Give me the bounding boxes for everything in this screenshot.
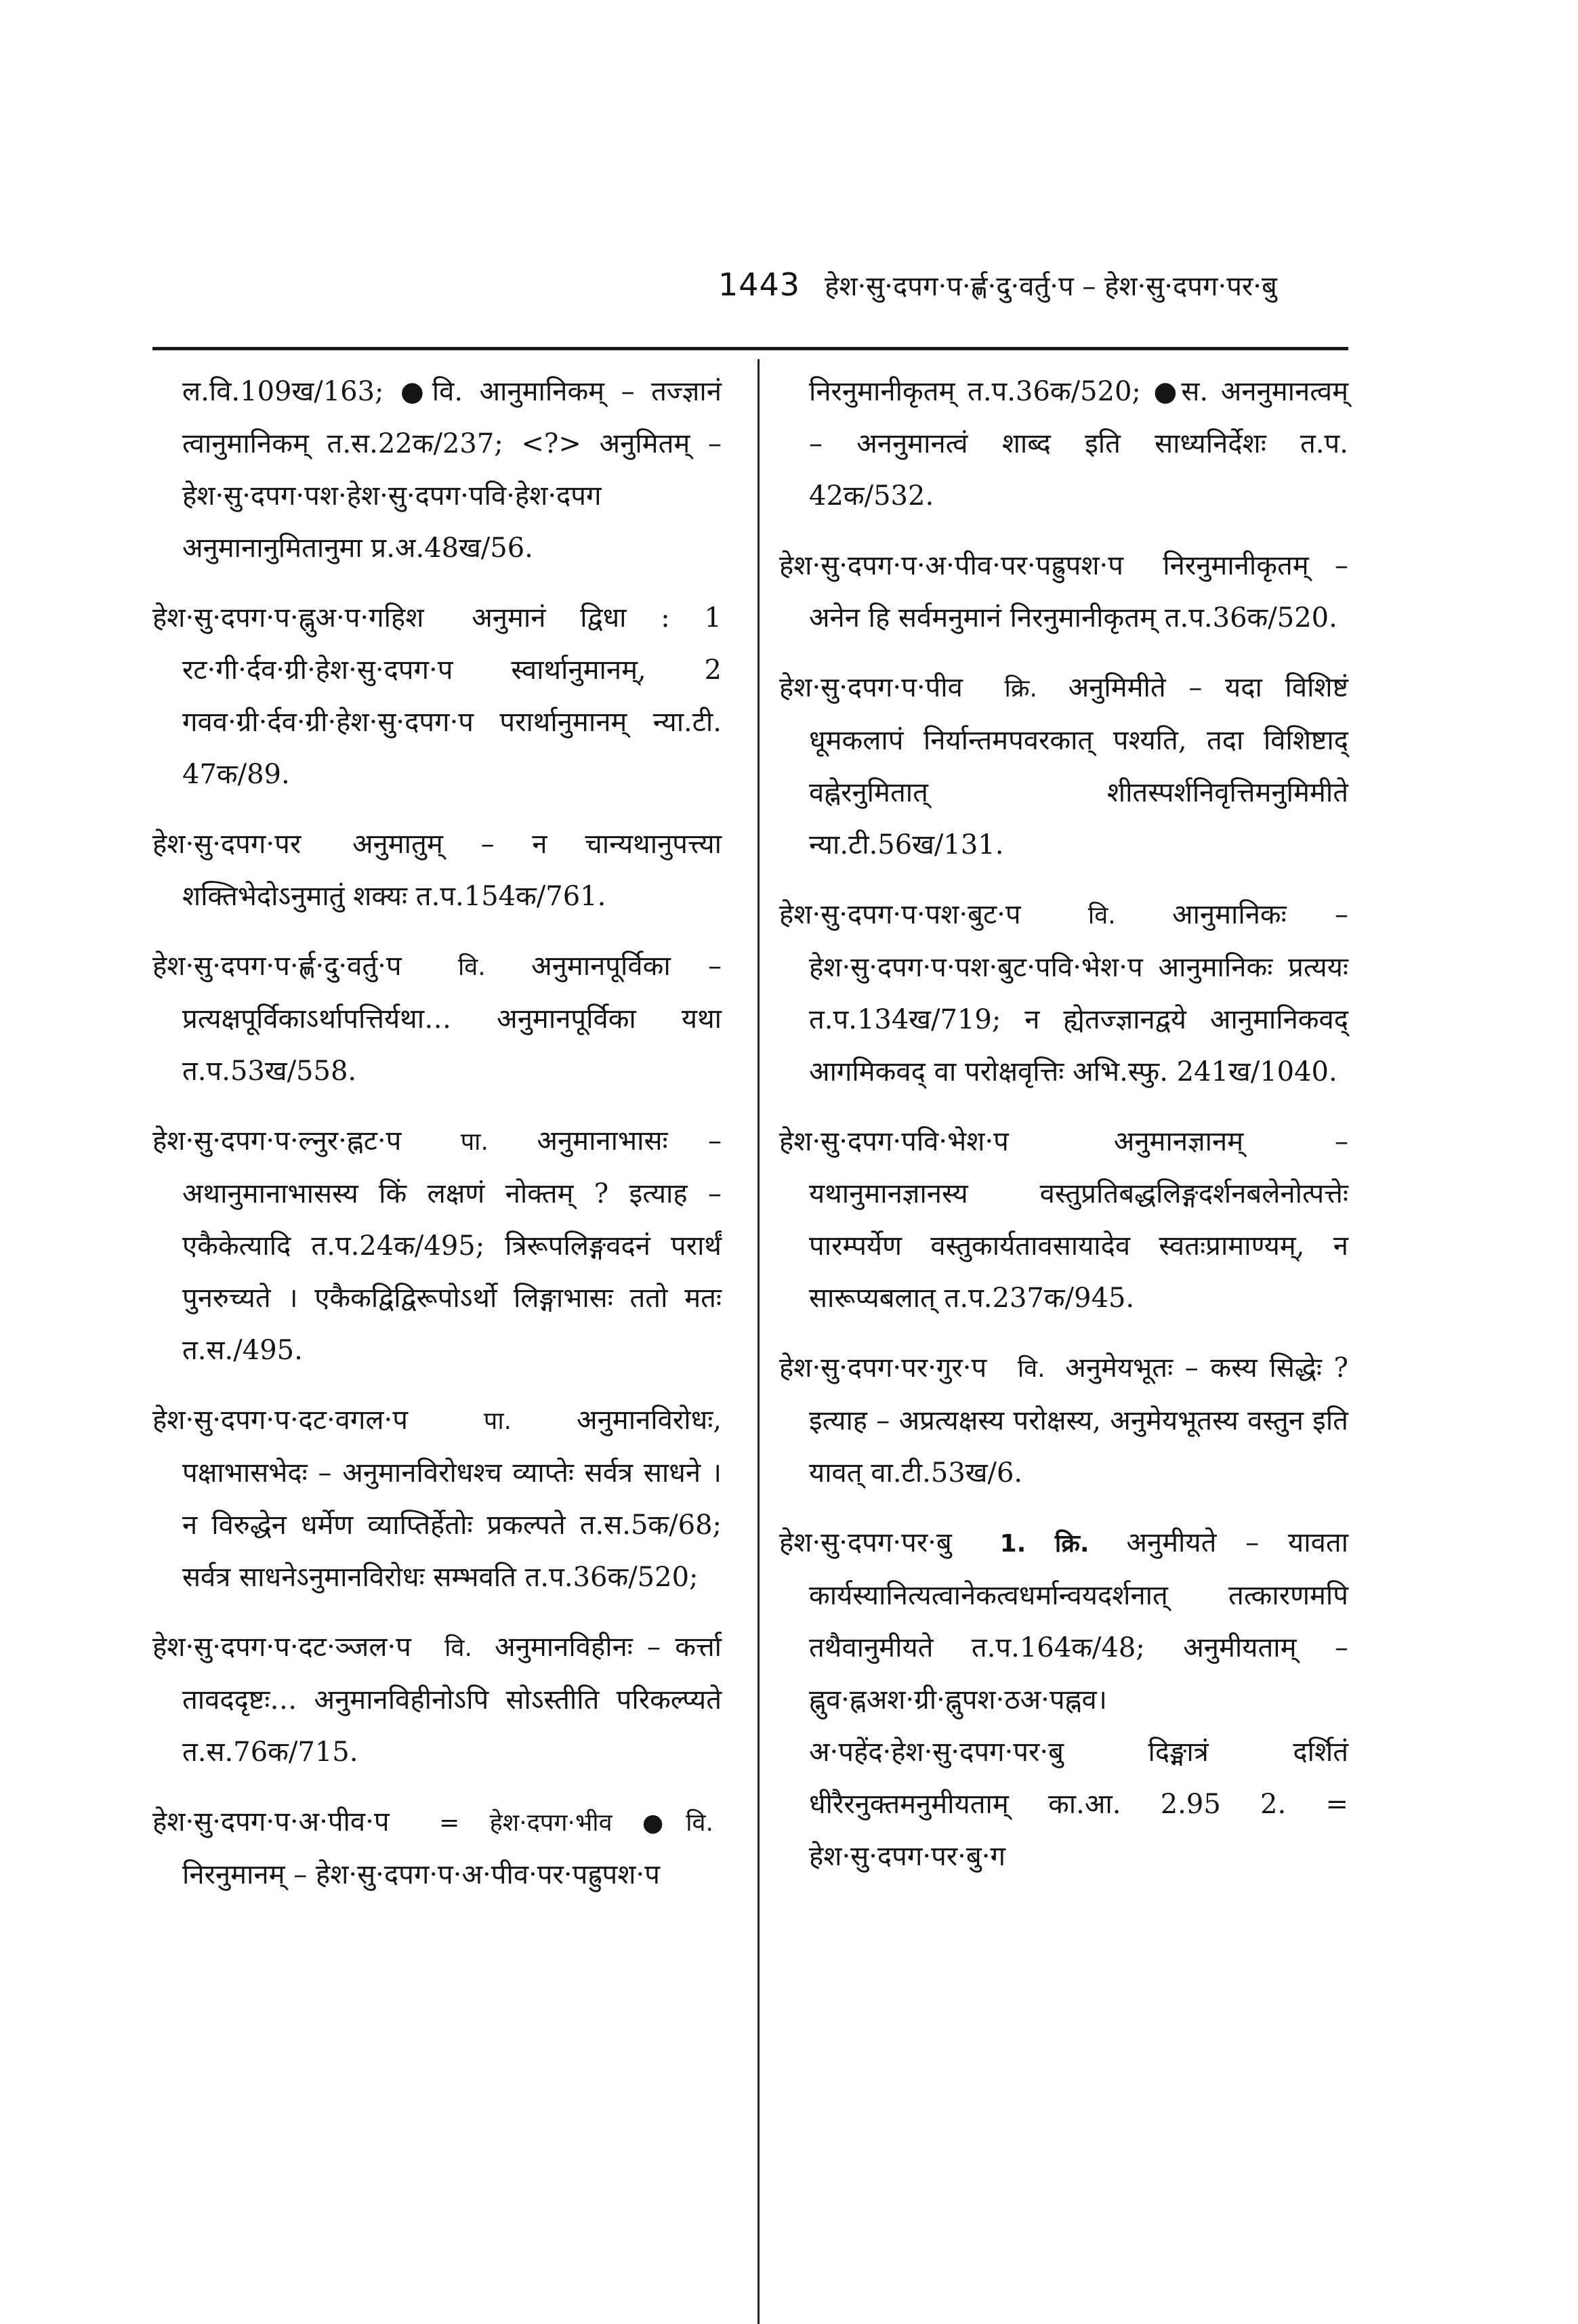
dictionary-entry bbox=[152, 592, 722, 801]
entry-continuation bbox=[779, 366, 1348, 522]
left-column bbox=[152, 366, 722, 1919]
grammar-tag: पा. bbox=[460, 1128, 489, 1156]
entry-body: अनुमानाभासः – अथानुमानाभासस्य किं लक्षणं नोक्तम् ? इत्याह – एकैकेत्यादि त.प.24क/495; त्रिरूपलिङ्गवदनं परार्थं पुनरुच्यते । एकैकद्विद्विरूपोऽर्थो लिङ्गाभासः ततो मतः त.स./495. bbox=[182, 1125, 722, 1366]
entry-headword: हेश·सु·दपग·पर·गुर·प bbox=[779, 1352, 987, 1384]
grammar-tag: पा. bbox=[483, 1407, 512, 1435]
entry-body: अनुमिमीते – यदा विशिष्टं धूमकलापं निर्यान्तमपवरकात् पश्यति, तदा विशिष्टाद् वह्नेरनुमितात् शीतस्पर्शनिवृत्तिमनुमिमीते न्या.टी.56ख/131. bbox=[809, 672, 1348, 860]
page-number: 1443 bbox=[718, 266, 801, 303]
entry-body: अनुमानं द्विधा : 1 रट·गी·र्दव·ग्री·हेश·सु·दपग·प स्वार्थानुमानम्, 2 गवव·ग्री·र्दव·ग्री·हेश·सु·दपग·प परार्थानुमानम् न्या.टी. 47क/89. bbox=[182, 602, 722, 790]
entry-continuation bbox=[152, 366, 722, 575]
entry-headword: हेश·सु·दपग·प·दट·ञ्जल·प bbox=[152, 1632, 411, 1663]
entry-headword: हेश·सु·दपग·प·र्ह्ण·दु·वर्तु·प bbox=[152, 951, 402, 982]
entry-headword: हेश·सु·दपग·प·अ·पीव·पर·पह्रुपश·प bbox=[779, 550, 1123, 581]
entry-headword: हेश·सु·दपग·प·पश·बुट·प bbox=[779, 899, 1021, 930]
dictionary-entry bbox=[779, 889, 1348, 1098]
grammar-tag: क्रि. bbox=[1004, 675, 1037, 703]
entry-headword: हेश·सु·दपग·प·पीव bbox=[779, 672, 963, 703]
entry-headword: हेश·सु·दपग·पर·बु bbox=[779, 1527, 952, 1558]
column-divider bbox=[757, 359, 760, 2324]
entry-body: अनुमातुम् – न चान्यथानुपत्त्या शक्तिभेदोऽनुमातुं शक्यः त.प.154क/761. bbox=[182, 829, 722, 912]
right-column bbox=[779, 366, 1348, 1901]
dictionary-entry bbox=[779, 540, 1348, 644]
entry-body: निरनुमानम् – हेश·सु·दपग·प·अ·पीव·पर·पह्रुपश·प bbox=[182, 1859, 660, 1890]
dictionary-entry bbox=[152, 940, 722, 1098]
dictionary-entry bbox=[779, 1116, 1348, 1325]
dictionary-entry bbox=[779, 662, 1348, 871]
entry-body: ल.वि.109ख/163; ●वि. आनुमानिकम् – तज्ज्ञानं त्वानुमानिकम् त.स.22क/237; <?> अनुमितम् – हेश·सु·दपग·पश·हेश·सु·दपग·पवि·हेश·दपग अनुमानानुमितानुमा प्र.अ.48ख/56. bbox=[182, 376, 722, 564]
entry-body: अनुमेयभूतः – कस्य सिद्धेः ? इत्याह – अप्रत्यक्षस्य परोक्षस्य, अनुमेयभूतस्य वस्तुन इति यावत् वा.टी.53ख/6. bbox=[809, 1352, 1348, 1489]
entry-headword: हेश·सु·दपग·प·ल्नुर·ह्नट·प bbox=[152, 1125, 402, 1157]
dictionary-entry bbox=[152, 818, 722, 923]
entry-body: आनुमानिकः – हेश·सु·दपग·प·पश·बुट·पवि·भेश·प आनुमानिकः प्रत्ययः त.प.134ख/719; न ह्येतज्ज्ञानद्वये आनुमानिकवद् आगमिकवद् वा परोक्षवृत्तिः अभि.स्फु. 241ख/1040. bbox=[809, 899, 1349, 1087]
dictionary-entry bbox=[779, 1517, 1348, 1883]
dictionary-entry bbox=[152, 1796, 722, 1901]
grammar-tag: वि. bbox=[457, 953, 486, 981]
dictionary-entry bbox=[779, 1342, 1348, 1499]
entry-headword: हेश·सु·दपग·पर bbox=[152, 829, 302, 860]
grammar-tag: वि. bbox=[1017, 1355, 1045, 1383]
entry-body: अनुमानज्ञानम् – यथानुमानज्ञानस्य वस्तुप्रतिबद्धलिङ्गदर्शनबलेनोत्पत्तेः पारम्पर्येण वस्तुकार्यतावसायादेव स्वतःप्रामाण्यम्, न सारूप्यबलात् त.प.237क/945. bbox=[809, 1126, 1349, 1314]
entry-body: अनुमानपूर्विका – प्रत्यक्षपूर्विकाऽर्थापत्तिर्यथा… अनुमानपूर्विका यथा त.प.53ख/558. bbox=[182, 951, 722, 1087]
header-rule bbox=[152, 347, 1348, 350]
page-header bbox=[718, 261, 1369, 308]
entry-body: अनुमानविहीनः – कर्त्ता तावददृष्टः… अनुमानविहीनोऽपि सोऽस्तीति परिकल्प्यते त.स.76क/715. bbox=[182, 1632, 722, 1768]
entry-body: निरनुमानीकृतम् त.प.36क/520; ●स. अननुमानत्वम् – अननुमानत्वं शाब्द इति साध्यनिर्देशः त.प. 42क/532. bbox=[809, 376, 1348, 512]
running-head: हेश·सु·दपग·प·र्ह्ण·दु·वर्तु·प – हेश·सु·दपग·पर·बु bbox=[825, 270, 1277, 302]
grammar-tag: = हेश·दपग·भीव ●वि. bbox=[439, 1809, 713, 1837]
entry-headword: हेश·सु·दपग·प·दट·वगल·प bbox=[152, 1405, 408, 1436]
dictionary-entry bbox=[152, 1394, 722, 1604]
dictionary-entry bbox=[152, 1115, 722, 1377]
entry-body: निरनुमानीकृतम् – अनेन हि सर्वमनुमानं निरनुमानीकृतम् त.प.36क/520. bbox=[809, 550, 1348, 634]
entry-headword: हेश·सु·दपग·पवि·भेश·प bbox=[779, 1126, 1009, 1157]
entry-body: अनुमीयते – यावता कार्यस्यानित्यत्वानेकत्वधर्मान्वयदर्शनात् तत्कारणमपि तथैवानुमीयते त.प.164क/48; अनुमीयताम् – ह्नुव·ह्नअश·ग्री·ह्नुपश·ठअ·पह्नव। अ·पहेंद·हेश·सु·दपग·पर·बु दिङ्मात्रं दर्शितं धीरैरनुक्तमनुमीयताम् का.आ. 2.95 2. = हेश·सु·दपग·पर·बु·ग bbox=[809, 1527, 1348, 1872]
dictionary-entry bbox=[152, 1621, 722, 1779]
entry-headword: हेश·सु·दपग·प·ह्नुअ·प·गहिश bbox=[152, 602, 424, 634]
entry-body: अनुमानविरोधः, पक्षाभासभेदः – अनुमानविरोधश्च व्याप्तेः सर्वत्र साधने । न विरुद्धेन धर्मेण व्याप्तिर्हेतोः प्रकल्पते त.स.5क/68; सर्वत्र साधनेऽनुमानविरोधः सम्भवति त.प.36क/520; bbox=[182, 1405, 722, 1593]
grammar-tag: वि. bbox=[1087, 902, 1116, 930]
grammar-tag: वि. bbox=[444, 1634, 472, 1662]
grammar-tag: 1. क्रि. bbox=[999, 1530, 1089, 1558]
entry-headword: हेश·सु·दपग·प·अ·पीव·प bbox=[152, 1806, 390, 1838]
